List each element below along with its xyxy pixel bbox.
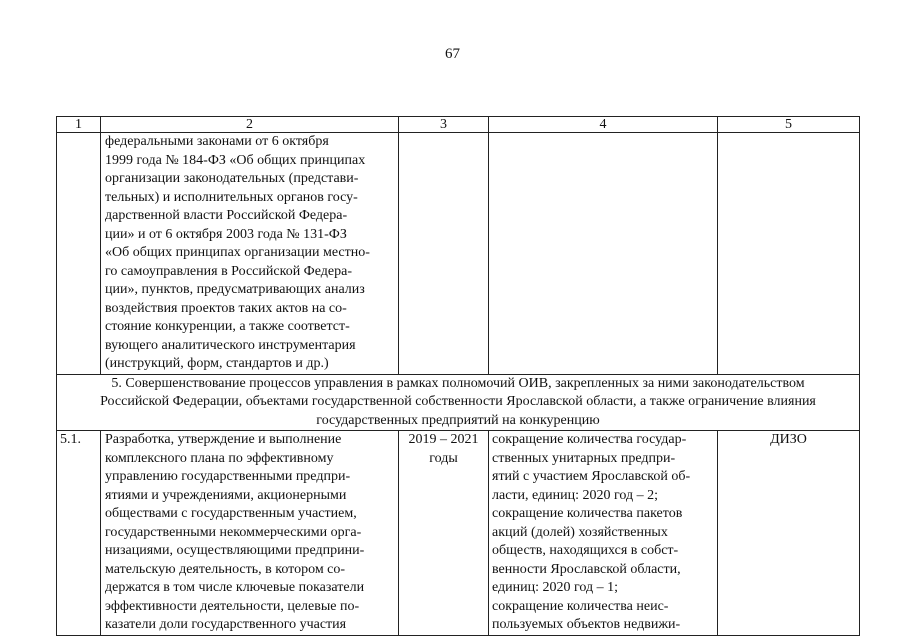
description-line: управлению государственными предпри- (105, 469, 351, 484)
result-line: обществ, находящихся в собст- (492, 543, 679, 558)
continuation-row (57, 133, 860, 375)
continuation-line: (инструкций, форм, стандартов и др.) (105, 356, 329, 371)
continuation-line: ции» и от 6 октября 2003 года № 131-ФЗ (105, 226, 347, 242)
item-period (399, 431, 489, 636)
result-line: пользуемых объектов недвижи- (492, 617, 681, 632)
header-col-5: 5 (718, 117, 860, 133)
section-heading-line: 5. Совершенствование процессов управления в рамках полномочий ОИВ, закрепленных за ними законодательством (111, 375, 805, 391)
result-line: венности Ярославской области, (492, 561, 681, 577)
section-heading-row (57, 374, 860, 431)
continuation-line: дарственной власти Российской Федера- (105, 208, 348, 223)
description-line: обществами с государственным участием, (105, 506, 357, 521)
period-line: годы (429, 450, 458, 466)
header-col-3: 3 (399, 117, 489, 133)
section-heading-line: Российской Федерации, объектами государственной собственности Ярославской области, а также ограничение влияния (100, 394, 816, 409)
period-line: 2019 – 2021 (408, 432, 479, 447)
continuation-line: стояние конкуренции, а также соответст- (105, 319, 350, 334)
description-line: государственными некоммерческими орга- (105, 524, 362, 540)
description-line: Разработка, утверждение и выполнение (105, 432, 342, 447)
continuation-line: ции», пунктов, предусматривающих анализ (105, 282, 365, 297)
item-number: 5.1. (57, 431, 101, 636)
continuation-line: федеральными законами от 6 октября (105, 134, 329, 149)
continuation-col-4 (489, 133, 718, 375)
continuation-col-3 (399, 133, 489, 375)
result-line: ятий с участием Ярославской об- (492, 469, 691, 484)
table-row-5-1 (57, 431, 860, 636)
section-heading-line: государственных предприятий на конкуренцию (316, 412, 600, 428)
description-line: казатели доли государственного участия (105, 617, 347, 632)
continuation-col-5 (718, 133, 860, 375)
description-line: низациями, осуществляющими предприни- (105, 543, 365, 558)
continuation-line: го самоуправления в Российской Федера- (105, 263, 352, 279)
item-description (101, 431, 399, 636)
description-line: держатся в том числе ключевые показатели (105, 580, 365, 595)
header-col-2: 2 (101, 117, 399, 133)
result-line: единиц: 2020 год – 1; (492, 580, 619, 595)
description-line: комплексного плана по эффективному (105, 450, 334, 466)
continuation-line: вующего аналитического инструментария (105, 337, 356, 353)
continuation-line: воздействия проектов таких актов на со- (105, 300, 347, 316)
continuation-line: 1999 года № 184-ФЗ «Об общих принципах (105, 152, 366, 168)
description-line: мательскую деятельность, в котором со- (105, 561, 346, 577)
continuation-line: тельных) и исполнительных органов госу- (105, 189, 358, 205)
header-col-4: 4 (489, 117, 718, 133)
result-line: ласти, единиц: 2020 год – 2; (492, 487, 659, 503)
continuation-line: «Об общих принципах организации местно- (105, 245, 370, 260)
continuation-text (101, 133, 399, 375)
result-line: ственных унитарных предпри- (492, 450, 676, 466)
continuation-line: организации законодательных (представи- (105, 171, 359, 186)
result-line: акций (долей) хозяйственных (492, 524, 668, 540)
section-heading (57, 374, 860, 431)
result-line: сокращение количества государ- (492, 432, 687, 447)
result-line: сокращение количества неис- (492, 598, 669, 614)
page-number: 67 (445, 46, 460, 62)
header-col-1: 1 (57, 117, 101, 133)
item-responsible: ДИЗО (718, 431, 860, 636)
header-row (57, 117, 860, 133)
description-line: ятиями и учреждениями, акционерными (105, 487, 347, 503)
result-line: сокращение количества пакетов (492, 506, 683, 521)
document-table (56, 116, 860, 636)
description-line: эффективности деятельности, целевые по- (105, 598, 360, 614)
continuation-col-1 (57, 133, 101, 375)
item-result (489, 431, 718, 636)
